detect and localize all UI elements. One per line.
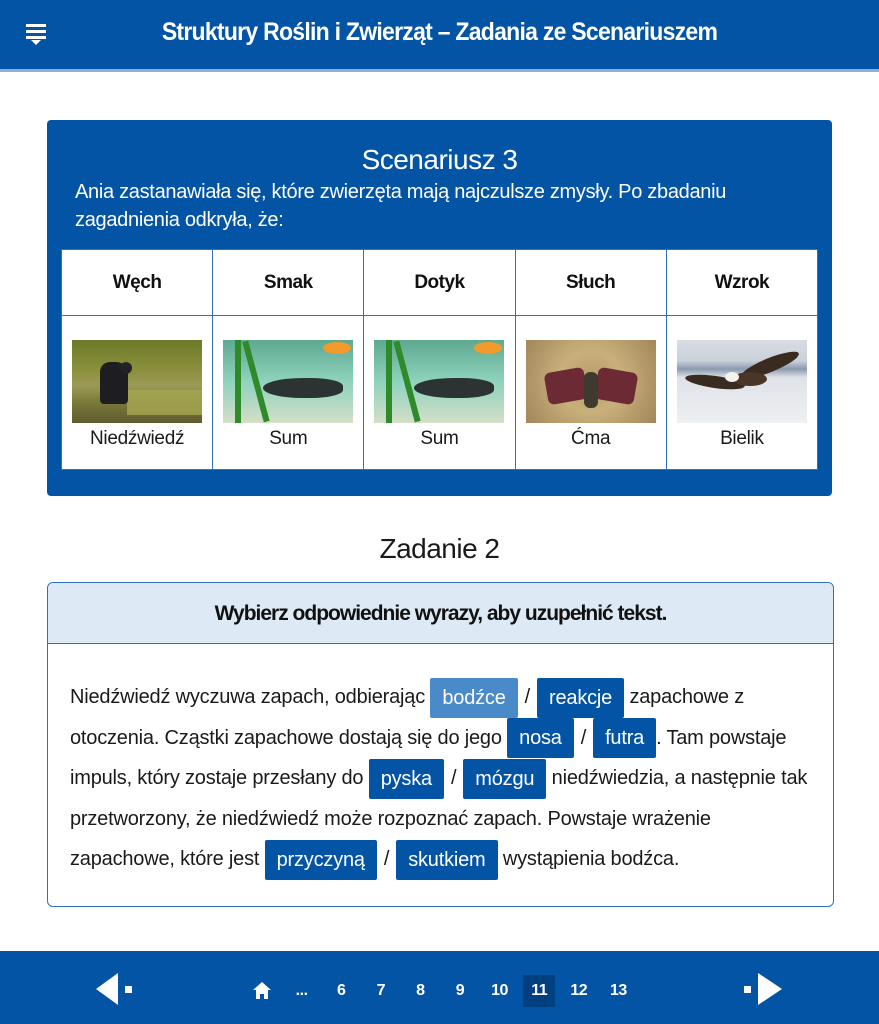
animal-name: Niedźwiedź <box>90 428 185 450</box>
text-segment: zapachowe z otoczenia. Cząstki zapachowe dostają się do jego <box>70 686 744 749</box>
option-bodzce[interactable]: bodźce <box>430 678 517 718</box>
scenario-text: Ania zastanawiała się, które zwierzęta mają najczulsze zmysły. Po zbadaniu zagadnienia odkryła, że: <box>75 181 727 231</box>
animal-cell <box>62 316 213 470</box>
moth-image <box>526 340 656 423</box>
text-segment: niedźwiedzia, a następnie tak przetworzony, że niedźwiedź może rozpoznać zapach. Powstaje wrażenie zapachowe, które jest <box>70 767 808 870</box>
header-sight: Wzrok <box>666 250 817 316</box>
task-text <box>70 677 817 880</box>
page-9[interactable]: 9 <box>455 982 465 999</box>
arrow-right-icon[interactable] <box>744 971 786 1007</box>
option-mozgu[interactable]: mózgu <box>463 759 546 799</box>
pagination <box>246 975 642 1007</box>
animal-name: Bielik <box>720 428 764 450</box>
page-10[interactable]: 10 <box>491 982 508 999</box>
option-reakcje[interactable]: reakcje <box>537 678 624 718</box>
senses-table <box>61 249 818 470</box>
pagination-ellipsis[interactable]: ... <box>295 982 308 999</box>
option-nosa[interactable]: nosa <box>507 718 574 758</box>
option-futra[interactable]: futra <box>593 718 656 758</box>
catfish-image <box>223 340 353 423</box>
app-title: Struktury Roślin i Zwierząt – Zadania ze Scenariuszem <box>161 18 718 46</box>
page-12[interactable]: 12 <box>570 982 588 999</box>
animal-name: Sum <box>420 428 459 450</box>
page-11-current[interactable]: 11 <box>523 975 555 1007</box>
table-row <box>62 316 818 470</box>
header-hearing: Słuch <box>515 250 666 316</box>
animal-cell <box>213 316 364 470</box>
header-smell: Węch <box>62 250 213 316</box>
page-8[interactable]: 8 <box>416 982 425 999</box>
eagle-image <box>677 340 807 423</box>
bear-image <box>72 340 202 423</box>
option-separator: / <box>450 767 457 789</box>
header-taste: Smak <box>213 250 364 316</box>
home-icon[interactable] <box>246 975 278 1007</box>
page-6[interactable]: 6 <box>336 982 346 999</box>
page-7[interactable]: 7 <box>376 982 385 999</box>
option-przyczyna[interactable]: przyczyną <box>265 840 377 880</box>
table-header-row <box>62 250 818 316</box>
text-segment: wystąpienia bodźca. <box>497 848 680 870</box>
animal-cell <box>515 316 666 470</box>
arrow-left-icon[interactable] <box>96 971 138 1007</box>
scenario-panel <box>47 120 832 496</box>
text-segment: Niedźwiedź wyczuwa zapach, odbierając <box>70 686 431 708</box>
animal-name: Sum <box>269 428 308 450</box>
option-skutkiem[interactable]: skutkiem <box>396 840 497 880</box>
text-segment: . Tam powstaje impuls, który zostaje przesłany do <box>70 726 787 789</box>
task-title: Zadanie 2 <box>379 533 500 564</box>
task-box <box>47 582 834 907</box>
animal-cell <box>666 316 817 470</box>
footer-nav <box>0 951 879 1024</box>
animal-name: Ćma <box>571 428 611 450</box>
page-13[interactable]: 13 <box>609 982 627 999</box>
task-instruction: Wybierz odpowiednie wyrazy, aby uzupełnić tekst. <box>48 583 833 644</box>
option-separator: / <box>580 726 587 749</box>
top-bar <box>0 0 879 72</box>
option-separator: / <box>524 686 531 708</box>
option-separator: / <box>383 848 390 870</box>
option-pyska[interactable]: pyska <box>369 759 444 799</box>
scenario-title: Scenariusz 3 <box>361 144 518 175</box>
animal-cell <box>364 316 515 470</box>
header-touch: Dotyk <box>364 250 515 316</box>
catfish-image <box>374 340 504 423</box>
